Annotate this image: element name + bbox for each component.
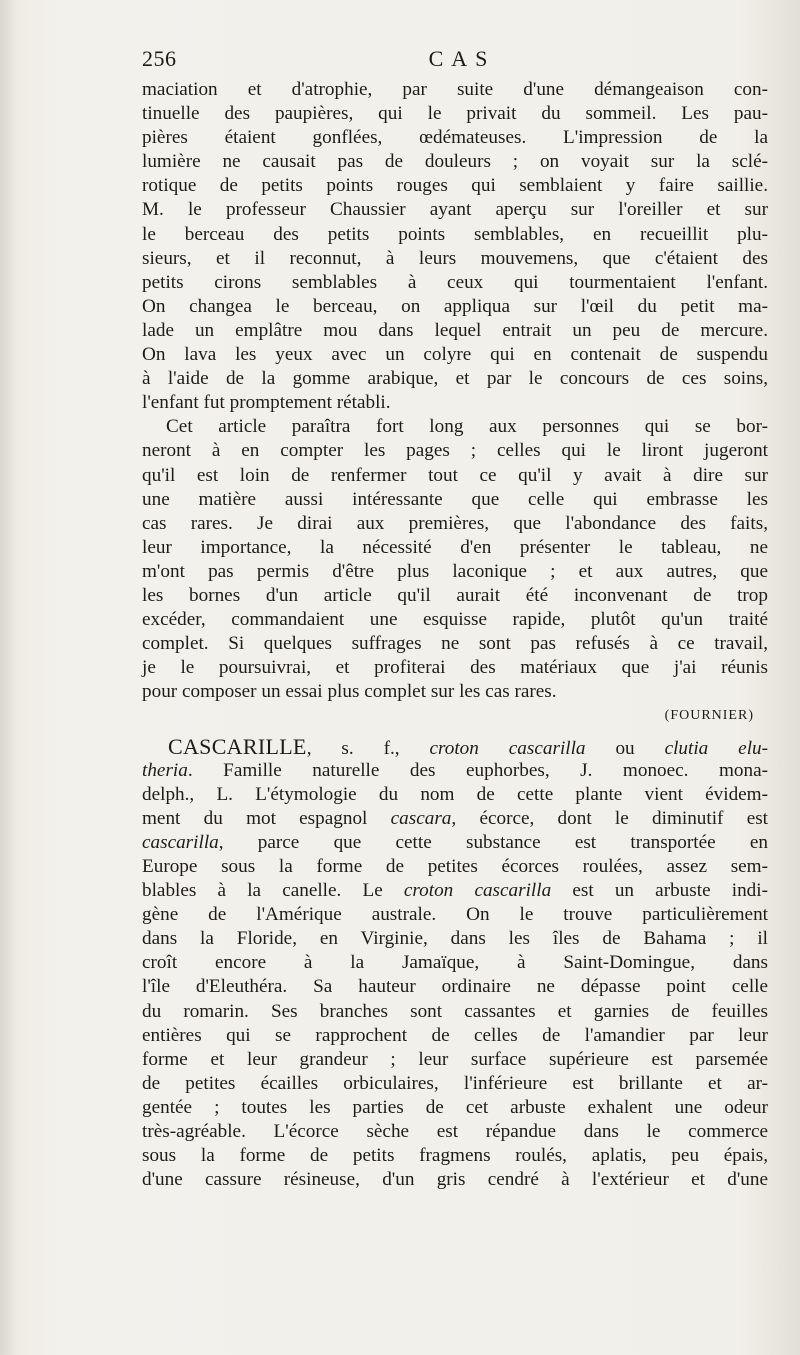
text-line: cas rares. Je dirai aux premières, que l'abondance des faits,: [142, 512, 768, 534]
text-line: à l'aide de la gomme arabique, et par le concours de ces soins,: [142, 368, 768, 390]
text-line: petits cirons semblables à ceux qui tourmentaient l'enfant.: [142, 271, 768, 293]
text-line: très-agréable. L'écorce sèche est répandue dans le commerce: [142, 1121, 768, 1143]
text-line: lumière ne causait pas de douleurs ; on voyait sur la sclé-: [142, 151, 768, 173]
grammar-note: , s. f.,: [306, 737, 430, 759]
page-number: 256: [142, 46, 177, 71]
text-line: Europe sous la forme de petites écorces roulées, assez sem-: [142, 856, 768, 877]
text-line: une matière aussi intéressante que celle qui embrasse les: [142, 488, 768, 510]
text-line: d'une cassure résineuse, d'un gris cendré à l'extérieur et d'une: [142, 1169, 768, 1191]
article-headword: CASCARILLE: [168, 733, 307, 759]
text-span: . Famille naturelle des euphorbes, J. monoec. mona-: [187, 759, 768, 781]
text-line: neront à en compter les pages ; celles qui le liront jugeront: [142, 440, 768, 462]
text-line: gentée ; toutes les parties de cet arbuste exhalent une odeur: [142, 1096, 768, 1118]
text-line: [142, 735, 768, 759]
spanish-word: cascarilla: [142, 831, 219, 853]
text-line: qu'il est loin de renfermer tout ce qu'il y avait à dire sur: [142, 464, 768, 486]
text-line: [142, 807, 768, 831]
text-line: pières étaient gonflées, œdémateuses. L'impression de la: [142, 127, 768, 149]
text-span: blables à la canelle. Le: [142, 880, 404, 902]
text-line: le berceau des petits points semblables, en recueillit plu-: [142, 223, 768, 245]
page-body: [142, 78, 768, 1192]
text-line: je le poursuivrai, et profiterai des matériaux que j'ai réunis: [142, 657, 768, 679]
text-line: [142, 831, 768, 855]
text-line: forme et leur grandeur ; leur surface supérieure est parsemée: [142, 1048, 768, 1070]
text-line: complet. Si quelques suffrages ne sont pas refusés à ce travail,: [142, 633, 768, 655]
text-span: ment du mot espagnol: [142, 807, 391, 829]
text-line: On changea le berceau, on appliqua sur l'œil du petit ma-: [142, 295, 768, 317]
text-line: tinuelle des paupières, qui le privait du sommeil. Les pau-: [142, 103, 768, 125]
text-line: lade un emplâtre mou dans lequel entrait un peu de mercure.: [142, 319, 768, 341]
latin-name: croton cascarilla: [403, 880, 552, 902]
page-header: [142, 46, 762, 76]
text-span: est un arbuste indi-: [551, 880, 768, 902]
text-line: entières qui se rapprochent de celles de l'amandier par leur: [142, 1024, 768, 1046]
text-line: maciation et d'atrophie, par suite d'une démangeaison con-: [142, 79, 768, 100]
text-line: leur importance, la nécessité d'en présenter le tableau, ne: [142, 536, 768, 558]
text-line: excéder, commandaient une esquisse rapide, plutôt qu'un traité: [142, 609, 768, 631]
text-span: , parce que cette substance est transportée en: [218, 831, 768, 853]
text-line: M. le professeur Chaussier ayant aperçu sur l'oreiller et sur: [142, 199, 768, 221]
text-span: écorce, dont le diminutif est: [456, 807, 769, 829]
text-line: les bornes d'un article qu'il aurait été inconvenant de trop: [142, 584, 768, 606]
latin-name: clutia elu-: [664, 737, 769, 759]
text-line: m'ont pas permis d'être plus laconique ; et aux autres, que: [142, 560, 768, 582]
text-line: l'enfant fut promptement rétabli.: [142, 392, 391, 414]
text-line: sieurs, et il reconnut, à leurs mouvemens, que c'étaient des: [142, 247, 768, 269]
article-cascarille: [142, 735, 768, 1193]
text-line: Cet article paraîtra fort long aux personnes qui se bor-: [166, 416, 768, 438]
paragraph-continued: [142, 78, 768, 415]
text-line: pour composer un essai plus complet sur les cas rares.: [142, 681, 557, 703]
latin-name: croton cascarilla: [429, 737, 586, 759]
spanish-word: cascara,: [390, 807, 457, 829]
text-line: [142, 759, 768, 783]
text-line: de petites écailles orbiculaires, l'inférieure est brillante et ar-: [142, 1072, 768, 1094]
text-line: [142, 879, 768, 903]
text-line: du romarin. Ses branches sont cassantes et garnies de feuilles: [142, 1000, 768, 1022]
running-head: CAS: [428, 46, 496, 71]
text-line: rotique de petits points rouges qui semblaient y faire saillie.: [142, 175, 768, 197]
conjunction: ou: [585, 737, 665, 759]
text-line: sous la forme de petits fragmens roulés, aplatis, peu épais,: [142, 1145, 768, 1167]
text-line: delph., L. L'étymologie du nom de cette plante vient évidem-: [142, 783, 768, 805]
text-line: l'île d'Eleuthéra. Sa hauteur ordinaire ne dépasse point celle: [142, 976, 768, 998]
author-signature: (FOURNIER): [664, 708, 754, 724]
latin-name: theria: [142, 759, 188, 781]
text-line: On lava les yeux avec un colyre qui en contenait de suspendu: [142, 344, 768, 366]
text-line: croît encore à la Jamaïque, à Saint-Domingue, dans: [142, 952, 768, 974]
text-line: dans la Floride, en Virginie, dans les îles de Bahama ; il: [142, 928, 768, 950]
paragraph-conclusion: [142, 415, 768, 728]
text-line: gène de l'Amérique australe. On le trouve particulièrement: [142, 904, 768, 926]
